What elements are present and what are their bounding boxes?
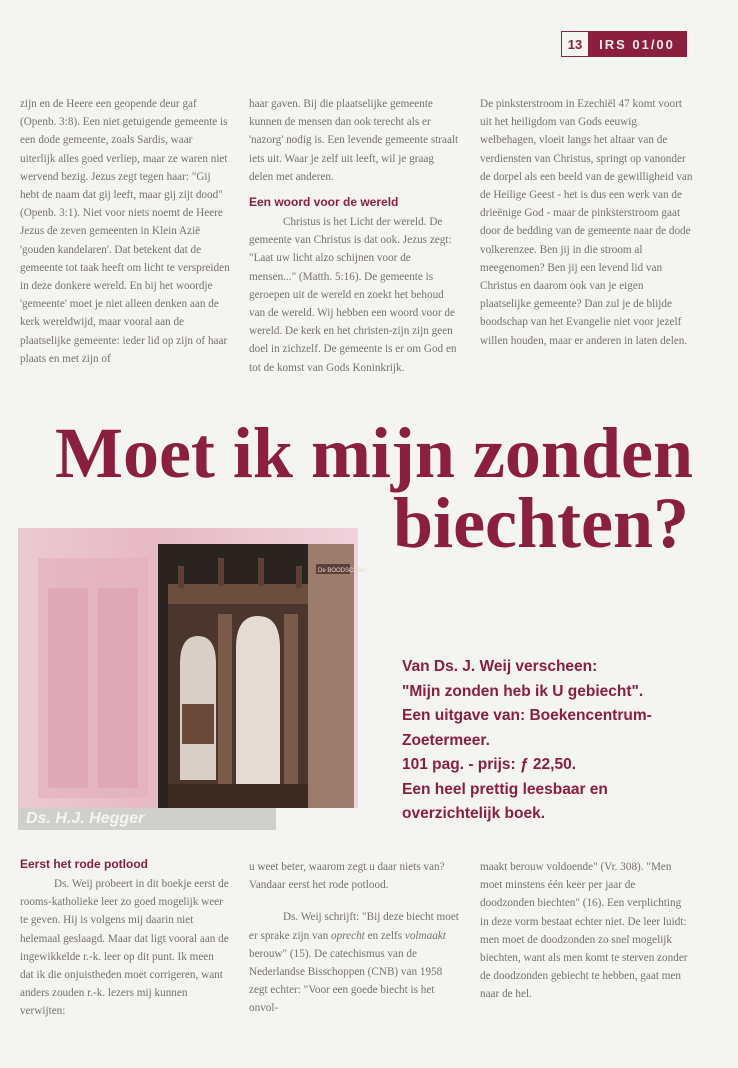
col2b-start: Ds. Weij schrijft: "Bij deze biecht moet er sprake zijn van [249, 911, 459, 942]
confessional-image [158, 544, 366, 808]
issue-label: IRS 01/00 [588, 32, 686, 56]
page-number: 13 [562, 32, 588, 56]
book-info-line-5: Een heel prettig leesbaar en overzichtelijk boek. [402, 780, 608, 822]
book-info [402, 655, 702, 827]
top-column-2 [249, 95, 459, 377]
book-info-line-4: 101 pag. - prijs: ƒ 22,50. [402, 756, 577, 773]
bottom-col2-text-b [249, 908, 459, 1017]
book-info-line-2: "Mijn zonden heb ik U gebiecht". [402, 682, 644, 700]
col2b-mid: en zelfs [364, 929, 405, 942]
bottom-col1-text: Ds. Weij probeert in dit boekje eerst de rooms-katholieke leer zo goed mogelijk weer te geven. Hij is volgens mij daarin niet helemaal geslaagd. Maar dat ligt vooral aan de ingewikkelde r.-k. leer op dit punt. Ik meen dat ik die onjuistheden moet corrigeren, want anders zouden r.-k. lezers mij kunnen verwijten: [20, 878, 229, 1018]
bottom-col3-text: maakt berouw voldoende" (Vr. 308). "Men moet minstens één keer per jaar de doodzonden biechten" (16). Een verplichting in deze vorm bestaat echter niet. De leer luidt: men moet de doodzonden zo snel mogelijk biechten, want als men komt te sterven zonder de doodzonden gebiecht te hebben, gaat men naar de hel. [480, 861, 688, 1001]
col2b-end: berouw" (15). De catechismus van de Nederlandse Bisschoppen (CNB) van 1958 zegt echter: "Voor een goede biecht is het onvol- [249, 947, 443, 1015]
section-heading: Een woord voor de wereld [249, 195, 399, 210]
book-info-line-3: Een uitgave van: Boekencentrum-Zoetermeer. [402, 707, 652, 749]
col2b-emphasis-1: oprecht [331, 929, 365, 942]
bottom-col2-text-a: u weet beter, waarom zegt u daar niets van? Vandaar eerst het rode potlood. [249, 861, 445, 892]
bottom-column-3 [480, 858, 690, 1004]
page-header [561, 31, 687, 57]
col2b-emphasis-2: volmaakt [404, 929, 446, 942]
book-info-line-1: Van Ds. J. Weij verscheen: [402, 658, 598, 675]
top-col2-text-b: Christus is het Licht der wereld. De gemeente van Christus is dat ook. Jezus zegt: "Laat uw licht alzo schijnen voor de mensen..." (Matth. 5:16). De gemeente is geroepen uit de wereld en zoekt het behoud van de wereld. Wij hebben een woord voor de wereld. De kerk en het christen-zijn zijn geen doel in zichzelf. De gemeente is er om God en tot de komst van Gods Koninkrijk. [249, 216, 457, 374]
title-line-1: Moet ik mijn zonden [55, 413, 693, 493]
bottom-column-2 [249, 858, 459, 1018]
top-col3-text: De pinksterstroom in Ezechiël 47 komt voort uit het heiligdom van Gods eeuwig welbehagen, vloeit langs het altaar van de verdiensten van Christus, springt op vanonder de dorpel als een beeld van de gewilligheid van de Heilige Geest - het is dus een werk van de drieënige God - maar de pinksterstroom gaat door de bedding van de gemeente naar de dode volkerenzee. Ben jij in die stroom al meegenomen? Ben jij een levend lid van Christus en daarom ook van je eigen plaatselijke gemeente? Dan zul je de blijde boodschap van het Evangelie niet voor jezelf willen houden, maar er anderen in laten delen. [480, 98, 693, 347]
bottom-section-heading: Eerst het rode potlood [20, 857, 149, 871]
sign-text: De BOODSCHAP [318, 568, 366, 574]
title-line-2: biechten? [393, 483, 689, 563]
top-column-1 [20, 95, 230, 368]
top-col2-text-a: haar gaven. Bij die plaatselijke gemeente kunnen de mensen dan ook terecht als er 'nazorg' nodig is. Een levende gemeente straalt iets uit. Waar je zelf uit leeft, wil je graag delen met anderen. [249, 98, 459, 183]
top-column-3 [480, 95, 695, 350]
photo-caption: Ds. H.J. Hegger [18, 808, 276, 830]
photo-area [18, 528, 366, 830]
confessional-photo [158, 544, 366, 808]
bottom-column-1 [20, 856, 230, 1021]
top-col1-text: zijn en de Heere een geopende deur gaf (Openb. 3:8). Een niet getuigende gemeente is een dode gemeente, zoals Sardis, waar uiterlijk alles goed verliep, maar ze waren niet wervend bezig. Jezus zegt tegen haar: "Gij hebt de naam dat gij leeft, maar gij zijt dood" (Openb. 3:1). Niet voor niets noemt de Heere Jezus de zeven gemeenten in Klein Azië 'gouden kandelaren'. Dat betekent dat de gemeente tot taak heeft om licht te verspreiden in deze donkere wereld. En bij het woordje 'gemeente' moet je niet alleen denken aan de kerk wereldwijd, maar vooral aan de plaatselijke gemeente: ieder lid op zijn of haar plaats en met zijn of [20, 98, 230, 365]
